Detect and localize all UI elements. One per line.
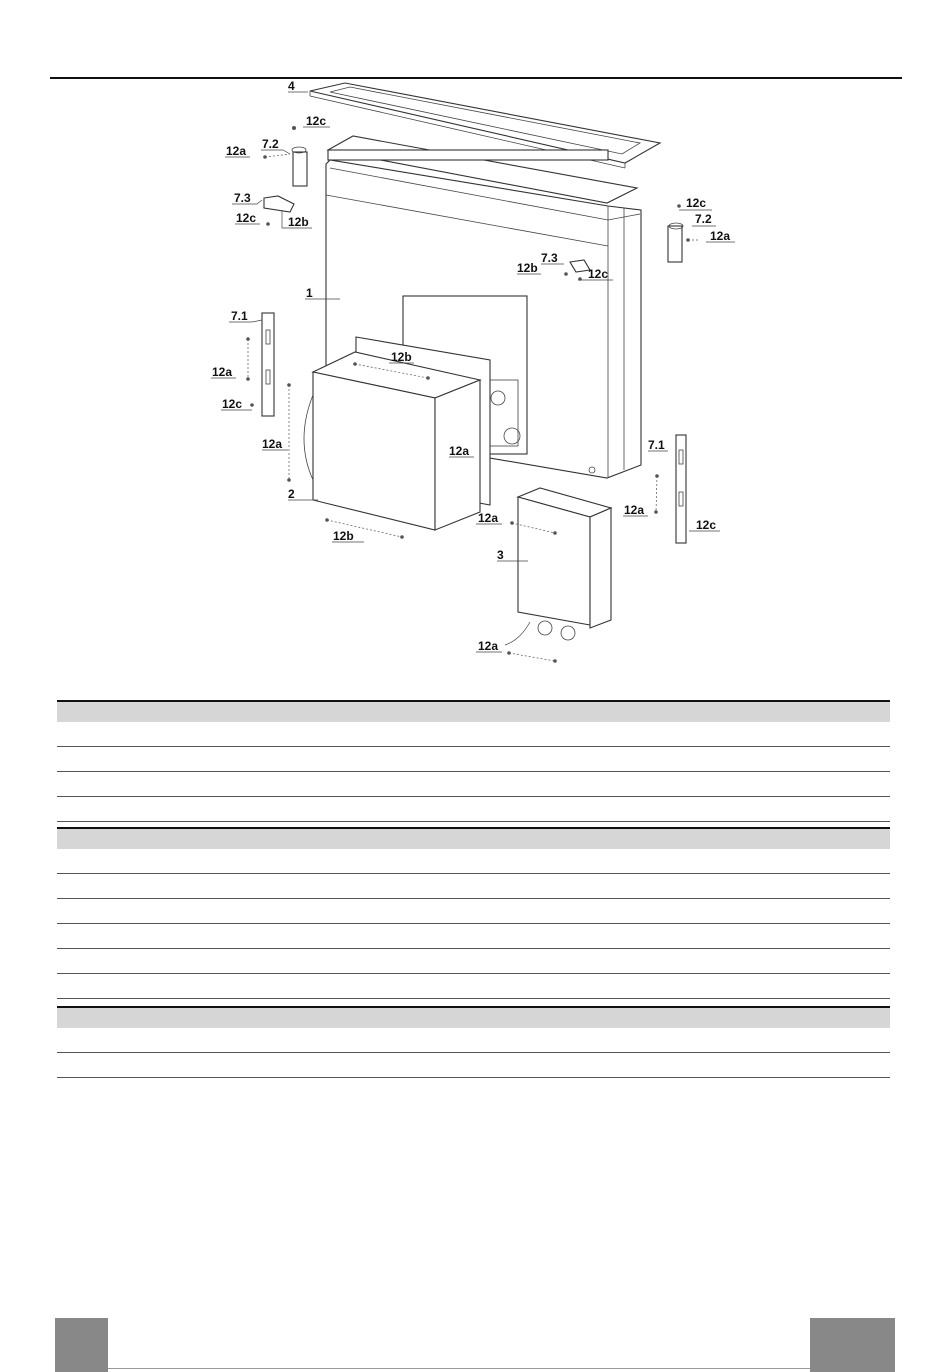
label-7-1-right: 7.1 bbox=[648, 438, 665, 452]
table-1-row bbox=[57, 772, 890, 797]
label-7-3-right: 7.3 bbox=[541, 251, 558, 265]
label-12a-c: 12a bbox=[212, 365, 233, 379]
label-12b-c: 12b bbox=[391, 350, 412, 364]
parts-table-1 bbox=[57, 700, 890, 822]
table-2-header bbox=[57, 829, 890, 849]
label-12a-a: 12a bbox=[226, 144, 247, 158]
parts-table-3 bbox=[57, 1006, 890, 1078]
label-12a-h: 12a bbox=[478, 639, 499, 653]
label-12c-d: 12c bbox=[588, 267, 609, 281]
label-12b-d: 12b bbox=[333, 529, 354, 543]
footer-rule bbox=[108, 1368, 810, 1369]
label-12c-c: 12c bbox=[686, 196, 707, 210]
label-1: 1 bbox=[306, 286, 313, 300]
label-12b-a: 12b bbox=[288, 215, 309, 229]
table-3-header bbox=[57, 1008, 890, 1028]
parts-table-2 bbox=[57, 827, 890, 999]
bracket-7-1-right bbox=[676, 435, 686, 543]
bracket-7-3-left bbox=[264, 196, 294, 212]
label-12a-d: 12a bbox=[262, 437, 283, 451]
part-3-electrical-box bbox=[505, 488, 611, 645]
table-1-row bbox=[57, 722, 890, 747]
table-2-row bbox=[57, 974, 890, 999]
label-7-2-right: 7.2 bbox=[695, 212, 712, 226]
bracket-7-2-right bbox=[668, 223, 683, 262]
label-12c-e: 12c bbox=[222, 397, 243, 411]
label-12c-a: 12c bbox=[306, 114, 327, 128]
footer-page-tab-right bbox=[810, 1318, 895, 1372]
label-4: 4 bbox=[288, 79, 295, 93]
footer-page-tab-left bbox=[55, 1318, 108, 1372]
table-3-row bbox=[57, 1053, 890, 1078]
label-12a-b: 12a bbox=[710, 229, 731, 243]
table-2-row bbox=[57, 849, 890, 874]
label-7-2-left: 7.2 bbox=[262, 137, 279, 151]
label-12a-e: 12a bbox=[449, 444, 470, 458]
table-1-row bbox=[57, 797, 890, 822]
table-2-row bbox=[57, 899, 890, 924]
label-12a-f: 12a bbox=[478, 511, 499, 525]
label-2: 2 bbox=[288, 487, 295, 501]
bracket-7-2-left bbox=[292, 147, 307, 186]
label-7-3-left: 7.3 bbox=[234, 191, 251, 205]
label-12c-f: 12c bbox=[696, 518, 717, 532]
label-3: 3 bbox=[497, 548, 504, 562]
table-2-row bbox=[57, 874, 890, 899]
table-2-row bbox=[57, 924, 890, 949]
table-1-header bbox=[57, 702, 890, 722]
table-3-row bbox=[57, 1028, 890, 1053]
bracket-7-1-left bbox=[262, 313, 274, 416]
part-2-motor-box bbox=[304, 337, 490, 530]
label-7-1-left: 7.1 bbox=[231, 309, 248, 323]
label-12a-g: 12a bbox=[624, 503, 645, 517]
table-1-row bbox=[57, 747, 890, 772]
table-2-row bbox=[57, 949, 890, 974]
label-12c-b: 12c bbox=[236, 211, 257, 225]
label-12b-b: 12b bbox=[517, 261, 538, 275]
